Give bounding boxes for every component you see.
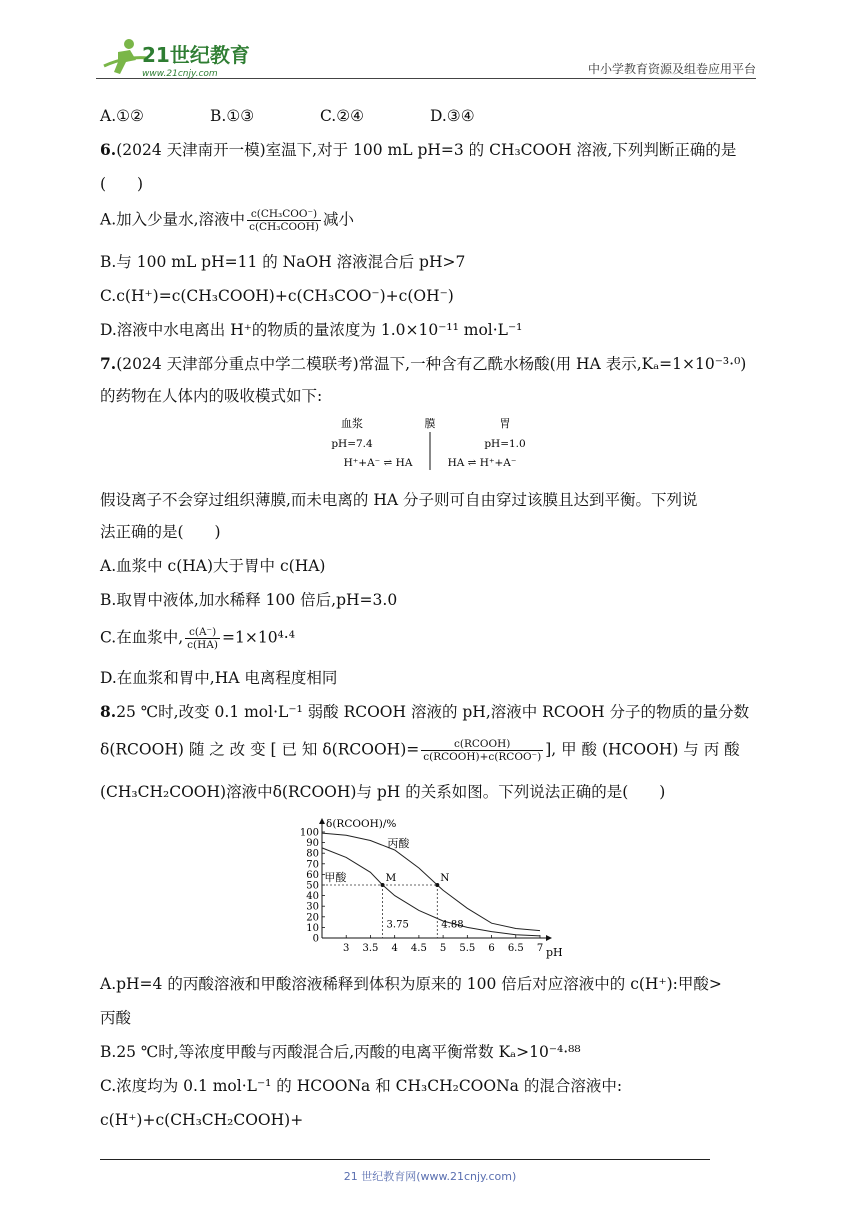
- x-tick-label: 4.5: [410, 943, 427, 954]
- q5-options: [100, 106, 540, 126]
- q7-frac-denominator: c(HA): [187, 639, 218, 651]
- x-tick-label: 5: [439, 943, 447, 954]
- q7-number: 7.: [100, 354, 117, 373]
- y-tick-label: 30: [306, 901, 319, 913]
- y-tick-label: 80: [306, 848, 319, 860]
- y-tick-label: 20: [306, 912, 319, 924]
- q7-option-a: A.血浆中 c(HA)大于胃中 c(HA): [100, 557, 326, 575]
- y-tick-label: 0: [312, 933, 319, 945]
- point-value-N: 4.88: [441, 919, 464, 931]
- point-M: [381, 883, 385, 887]
- q8-option-c-line1: C.浓度均为 0.1 mol·L⁻¹ 的 HCOONa 和 CH₃CH₂COONa 的混合溶液中:: [100, 1077, 623, 1095]
- header-platform-text: 中小学教育资源及组卷应用平台: [587, 62, 756, 76]
- q6-frac-numerator: c(CH₃COO⁻): [247, 208, 321, 221]
- q7-stem-line2: 的药物在人体内的吸收模式如下:: [100, 387, 323, 405]
- runner-logo-icon: [96, 36, 266, 80]
- x-tick-label: 3.5: [362, 943, 379, 954]
- q7-option-c-fraction: [185, 626, 220, 651]
- x-axis-arrow: [546, 935, 552, 941]
- absorption-diagram: [330, 416, 530, 472]
- q6-stem-line1: [100, 140, 736, 160]
- q8-delta-fraction: [421, 738, 543, 763]
- header-divider: [96, 78, 756, 79]
- y-tick-label: 70: [306, 859, 319, 871]
- y-axis-arrow: [319, 818, 325, 824]
- x-tick-label: 6.5: [507, 943, 524, 954]
- q8-option-a-line2: 丙酸: [100, 1009, 132, 1027]
- footer-text: 21 世纪教育网(www.21cnjy.com): [343, 1170, 517, 1183]
- q7-para-line1: 假设离子不会穿过组织薄膜,而未电离的 HA 分子则可自由穿过该膜且达到平衡。下列说: [100, 491, 698, 509]
- delta-ph-chart: [296, 818, 572, 960]
- point-N: [435, 883, 439, 887]
- fig-eq-left: H⁺+A⁻ ⇌ HA: [343, 457, 413, 469]
- point-value-M: 3.75: [386, 919, 409, 931]
- q7-stem-line1: [100, 354, 746, 374]
- q8-stem-l2-pre: δ(RCOOH) 随 之 改 变 [ 已 知 δ(RCOOH)=: [100, 740, 420, 759]
- q6-stem-text: (2024 天津南开一模)室温下,对于 100 mL pH=3 的 CH₃COOH 溶液,下列判断正确的是: [116, 141, 737, 159]
- x-tick-label: 5.5: [459, 943, 476, 954]
- point-label-M: M: [385, 872, 397, 884]
- site-logo: [96, 36, 266, 80]
- q7-option-b: B.取胃中液体,加水稀释 100 倍后,pH=3.0: [100, 591, 398, 609]
- q7-option-c: [100, 626, 295, 651]
- svg-text:www.21cnjy.com: www.21cnjy.com: [142, 69, 218, 79]
- x-tick-label: 3: [343, 943, 350, 954]
- series-label-formic: 甲酸: [324, 870, 347, 884]
- y-tick-label: 90: [306, 838, 319, 850]
- q6-option-a-post: 减小: [322, 210, 354, 229]
- q6-option-a: [100, 208, 354, 233]
- x-tick-label: 4: [391, 943, 398, 954]
- footer-divider: [100, 1159, 710, 1160]
- fig-ph-plasma: pH=7.4: [331, 438, 373, 450]
- q6-frac-denominator: c(CH₃COOH): [249, 221, 319, 233]
- q8-stem-line1: [100, 702, 749, 722]
- q7-frac-numerator: c(A⁻): [185, 626, 220, 639]
- q7-option-c-post: =1×10⁴·⁴: [222, 628, 295, 647]
- q6-option-d: D.溶液中水电离出 H⁺的物质的量浓度为 1.0×10⁻¹¹ mol·L⁻¹: [100, 321, 523, 339]
- fig-ph-stomach: pH=1.0: [484, 438, 526, 450]
- fig-eq-right: HA ⇌ H⁺+A⁻: [447, 457, 517, 469]
- q8-number: 8.: [100, 702, 117, 721]
- point-label-N: N: [440, 872, 450, 884]
- y-axis-label: δ(RCOOH)/%: [326, 818, 397, 830]
- q8-stem-text: 25 ℃时,改变 0.1 mol·L⁻¹ 弱酸 RCOOH 溶液的 pH,溶液中 RCOOH 分子的物质的量分数: [116, 703, 750, 721]
- q5-option-b: B.①③: [210, 107, 255, 125]
- q5-option-d: D.③④: [430, 107, 475, 125]
- fig-plasma-label: 血浆: [341, 417, 363, 430]
- svg-text:21世纪教育: 21世纪教育: [142, 43, 250, 67]
- y-tick-label: 40: [306, 891, 319, 903]
- q5-option-c: C.②④: [320, 107, 365, 125]
- q7-stem-text: (2024 天津部分重点中学二模联考)常温下,一种含有乙酰水杨酸(用 HA 表示,Kₐ=1×10⁻³·⁰): [116, 355, 747, 373]
- q8-frac-denominator: c(RCOOH)+c(RCOO⁻): [423, 751, 542, 763]
- q8-option-b: B.25 ℃时,等浓度甲酸与丙酸混合后,丙酸的电离平衡常数 Kₐ>10⁻⁴·⁸⁸: [100, 1043, 581, 1061]
- q6-option-c: C.c(H⁺)=c(CH₃COOH)+c(CH₃COO⁻)+c(OH⁻): [100, 287, 454, 305]
- q8-stem-l2-post: ], 甲 酸 (HCOOH) 与 丙 酸: [545, 740, 740, 759]
- q6-option-a-fraction: [247, 208, 321, 233]
- y-tick-label: 60: [306, 869, 319, 881]
- y-tick-label: 10: [306, 922, 319, 934]
- q5-option-a: A.①②: [100, 107, 144, 125]
- q7-option-d: D.在血浆和胃中,HA 电离程度相同: [100, 669, 338, 687]
- q7-para-line2: 法正确的是( ): [100, 523, 221, 541]
- y-tick-label: 50: [306, 880, 319, 892]
- series-line-0: [322, 848, 540, 936]
- q6-option-b: B.与 100 mL pH=11 的 NaOH 溶液混合后 pH>7: [100, 253, 466, 271]
- q8-option-a-line1: A.pH=4 的丙酸溶液和甲酸溶液稀释到体积为原来的 100 倍后对应溶液中的 c(H⁺):甲酸>: [100, 975, 722, 993]
- q8-frac-numerator: c(RCOOH): [421, 738, 543, 751]
- series-label-propanoic: 丙酸: [387, 836, 410, 850]
- q8-stem-line3: (CH₃CH₂COOH)溶液中δ(RCOOH)与 pH 的关系如图。下列说法正确的是( ): [100, 783, 666, 801]
- x-axis-label: pH: [546, 946, 563, 959]
- fig-membrane-label: 膜: [424, 417, 436, 430]
- q6-stem-line2: ( ): [100, 175, 144, 193]
- q8-option-c-line2: c(H⁺)+c(CH₃CH₂COOH)+: [100, 1111, 304, 1129]
- x-tick-label: 7: [536, 943, 544, 954]
- x-tick-label: 6: [488, 943, 495, 954]
- q7-option-c-pre: C.在血浆中,: [100, 628, 184, 647]
- q6-number: 6.: [100, 140, 117, 159]
- y-tick-label: 100: [299, 827, 319, 839]
- fig-stomach-label: 胃: [499, 417, 511, 430]
- q6-option-a-pre: A.加入少量水,溶液中: [100, 210, 246, 229]
- q8-stem-line2: [100, 738, 740, 763]
